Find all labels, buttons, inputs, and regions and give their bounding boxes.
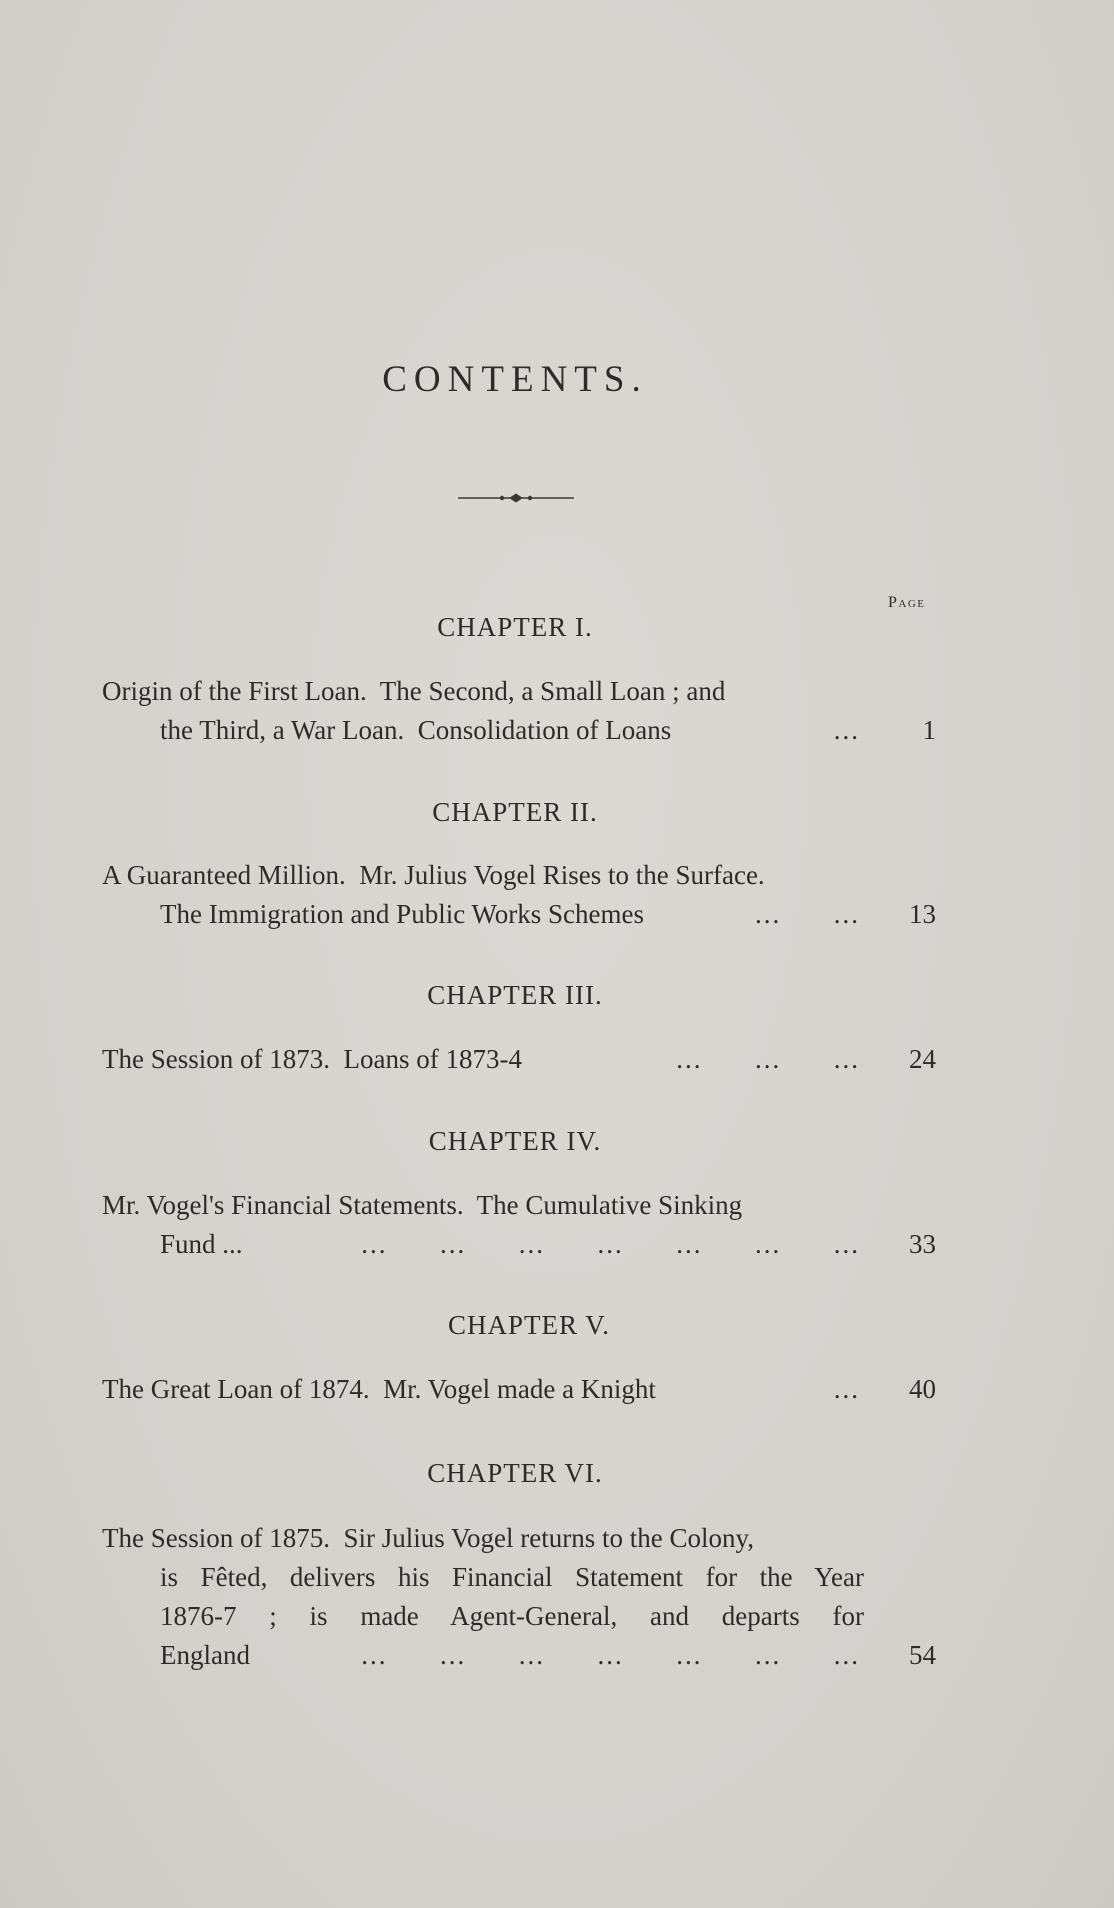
- toc-entry: [102, 1519, 864, 1675]
- chapter-heading: CHAPTER IV.: [428, 1126, 602, 1156]
- entry-last-line: [102, 1040, 864, 1079]
- entry-line: Origin of the First Loan. The Second, a Small Loan ; and: [102, 676, 726, 706]
- entry-line: The Immigration and Public Works Schemes: [160, 899, 644, 929]
- page-title: CONTENTS.: [382, 359, 648, 400]
- toc-entry: [102, 1370, 864, 1409]
- chapter-heading: CHAPTER III.: [427, 980, 603, 1010]
- entry-line: The Great Loan of 1874. Mr. Vogel made a Knight: [102, 1374, 656, 1404]
- entry-line: The Session of 1873. Loans of 1873-4: [102, 1044, 522, 1074]
- entry-last-line: [102, 1636, 864, 1675]
- dot-leaders: ...: [833, 1374, 860, 1404]
- entry-line: the Third, a War Loan. Consolidation of Loans: [160, 715, 672, 745]
- ornament-divider-icon: [456, 490, 576, 506]
- entry-line: 1876-7 ; is made Agent-General, and departs for: [160, 1601, 864, 1631]
- entry-line: A Guaranteed Million. Mr. Julius Vogel Rises to the Surface.: [102, 860, 765, 890]
- toc-entry: [102, 672, 864, 750]
- entry-line: Fund ...: [160, 1229, 243, 1259]
- toc-entry: [102, 1040, 864, 1079]
- page-number: 40: [909, 1374, 936, 1404]
- toc-entry: [102, 1186, 864, 1264]
- page-number: 33: [909, 1229, 936, 1259]
- dot-leaders: ...: [833, 715, 860, 745]
- entry-last-line: [102, 895, 864, 934]
- dot-leaders: ... ...: [755, 899, 860, 929]
- dot-leaders: ... ... ... ... ... ... ...: [361, 1640, 860, 1670]
- page-number: 1: [922, 715, 936, 745]
- entry-line: The Session of 1875. Sir Julius Vogel returns to the Colony,: [102, 1523, 754, 1553]
- page-number: 13: [909, 899, 936, 929]
- chapter-heading: CHAPTER I.: [437, 612, 593, 642]
- entry-last-line: [102, 1370, 864, 1409]
- page-number: 24: [909, 1044, 936, 1074]
- page-column-heading: Page: [888, 594, 926, 611]
- entry-line: Mr. Vogel's Financial Statements. The Cumulative Sinking: [102, 1190, 743, 1220]
- dot-leaders: ... ... ... ... ... ... ...: [361, 1229, 860, 1259]
- chapter-heading: CHAPTER II.: [432, 797, 598, 827]
- page-number: 54: [909, 1640, 936, 1670]
- entry-last-line: [102, 711, 864, 750]
- toc-entry: [102, 856, 864, 934]
- entry-line: is Fêted, delivers his Financial Statement for the Year: [160, 1562, 864, 1592]
- entry-line: England: [160, 1640, 250, 1670]
- entry-last-line: [102, 1225, 864, 1264]
- dot-leaders: ... ... ...: [676, 1044, 860, 1074]
- chapter-heading: CHAPTER VI.: [427, 1458, 603, 1488]
- chapter-heading: CHAPTER V.: [447, 1310, 611, 1340]
